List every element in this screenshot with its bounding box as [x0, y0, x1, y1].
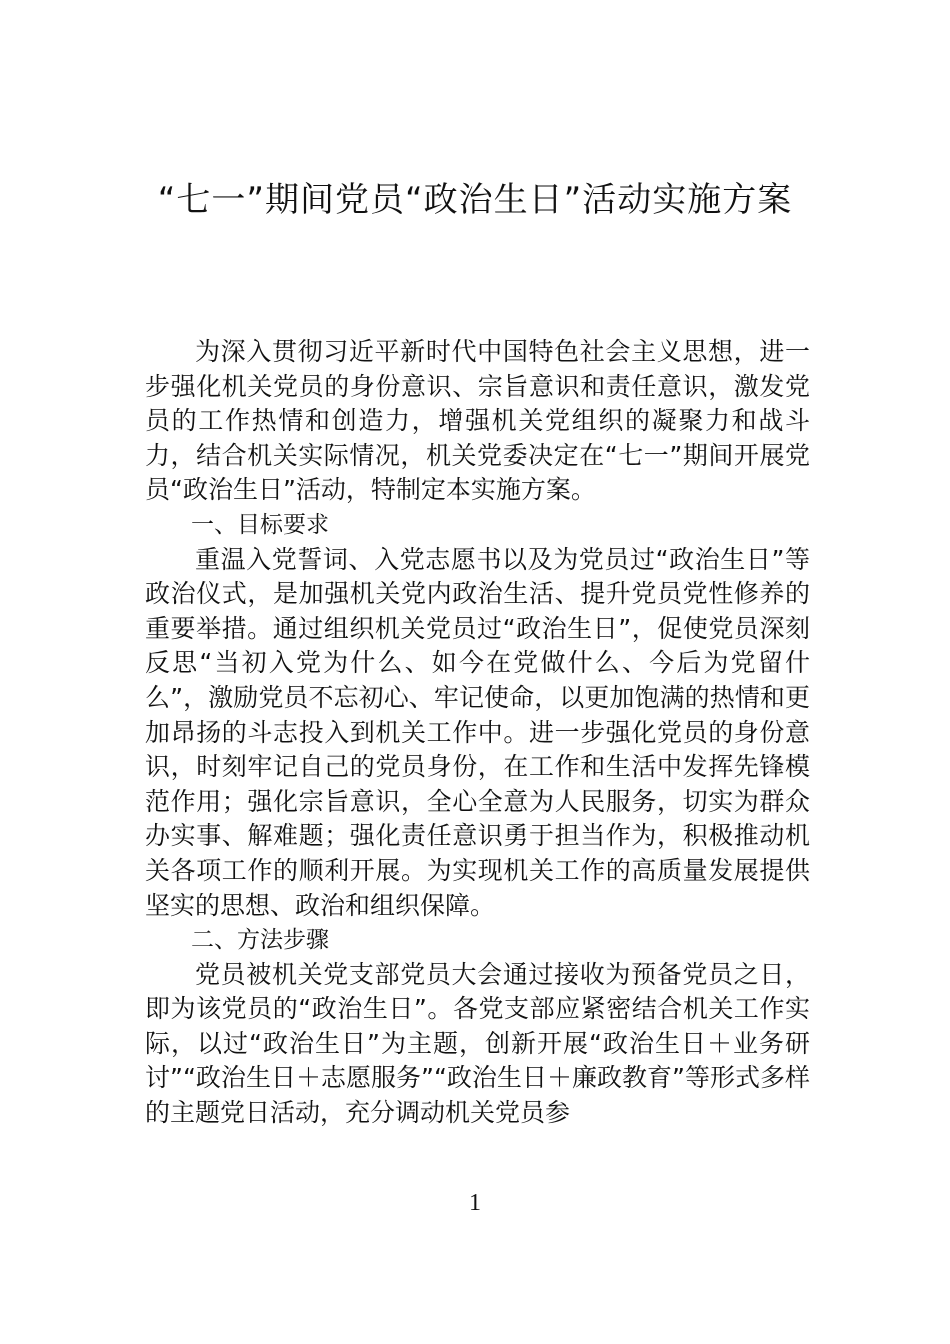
document-body — [145, 335, 810, 1131]
page-number: 1 — [469, 1190, 481, 1216]
methods-paragraph: 党员被机关党支部党员大会通过接收为预备党员之日，即为该党员的“政治生日”。各党支部应紧密结合机关工作实际，以过“政治生日”为主题，创新开展“政治生日＋业务研讨”“政治生日＋志愿服务”“政治生日＋廉政教育”等形式多样的主题党日活动，充分调动机关党员参 — [145, 959, 810, 1128]
goals-paragraph: 重温入党誓词、入党志愿书以及为党员过“政治生日”等政治仪式，是加强机关党内政治生活、提升党员党性修养的重要举措。通过组织机关党员过“政治生日”，促使党员深刻反思“当初入党为什么、如今在党做什么、今后为党留什么”，激励党员不忘初心、牢记使命，以更加饱满的热情和更加昂扬的斗志投入到机关工作中。进一步强化党员的身份意识，时刻牢记自己的党员身份，在工作和生活中发挥先锋模范作用；强化宗旨意识，全心全意为人民服务，切实为群众办实事、解难题；强化责任意识勇于担当作为，积极推动机关各项工作的顺利开展。为实现机关工作的高质量发展提供坚实的思想、政治和组织保障。 — [145, 544, 810, 920]
intro-paragraph: 为深入贯彻习近平新时代中国特色社会主义思想，进一步强化机关党员的身份意识、宗旨意识和责任意识，激发党员的工作热情和创造力，增强机关党组织的凝聚力和战斗力，结合机关实际情况，机关党委决定在“七一”期间开展党员“政治生日”活动，特制定本实施方案。 — [145, 337, 810, 505]
section-heading-methods: 二、方法步骤 — [191, 927, 329, 954]
document-title: “七一”期间党员“政治生日”活动实施方案 — [157, 180, 793, 220]
section-heading-goals: 一、目标要求 — [191, 511, 329, 538]
